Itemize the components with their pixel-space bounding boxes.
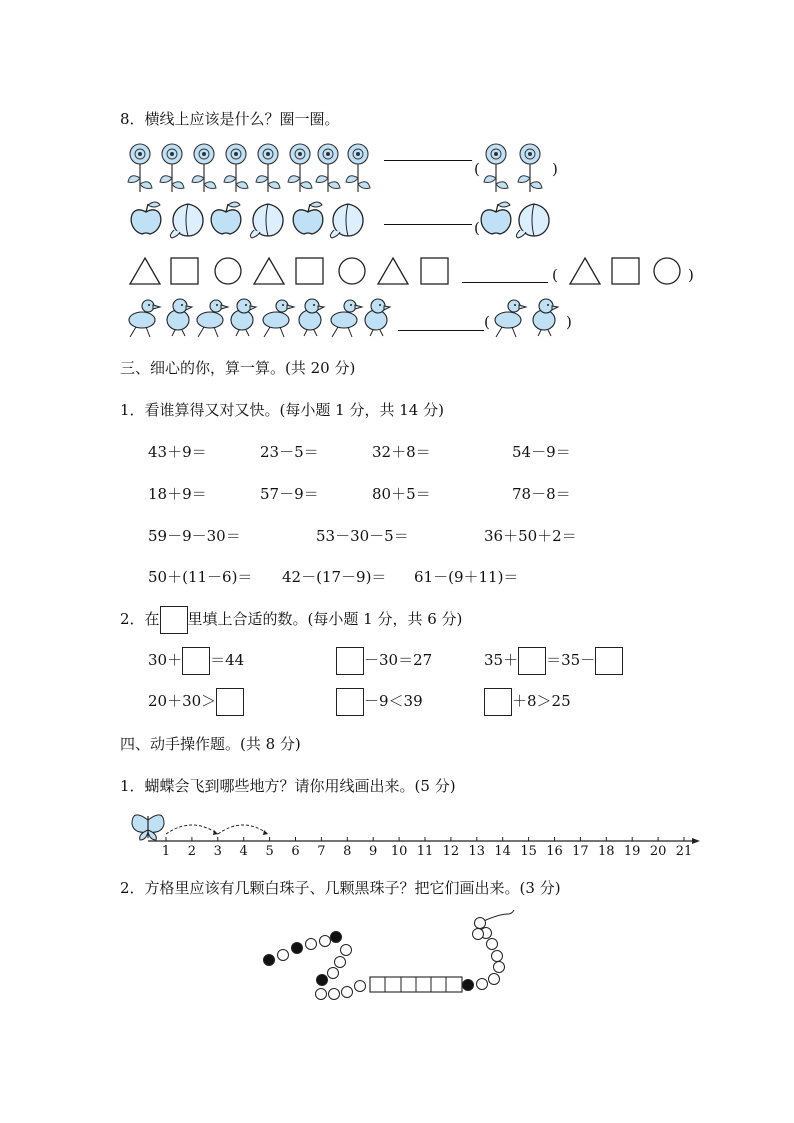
bird-row [0,296,794,346]
fill-box[interactable] [216,688,244,716]
calc-item: 57－9＝ [260,485,319,503]
paren-close-3: ) [688,266,694,284]
tick-label: 8 [343,844,352,859]
tick-label: 18 [598,844,615,859]
white-bead [494,962,505,973]
fill-box[interactable] [336,647,364,675]
tick-label: 20 [649,844,667,859]
tick-label: 17 [572,844,589,859]
white-bead [329,989,340,1000]
white-bead [489,974,500,985]
beads-figure [0,906,794,1026]
paren-open-1: ( [474,160,480,178]
tick-label: 14 [494,844,511,859]
white-bead [328,968,339,979]
fill-box[interactable] [484,688,512,716]
tick-label: 6 [291,844,300,859]
calc-item: 32＋8＝ [372,443,431,461]
fill-text: 30＋ [148,651,183,669]
section-3-q1-title: 1．看谁算得又对又快。(每小题 1 分，共 14 分) [120,401,444,419]
tick-label: 1 [161,844,171,859]
white-bead [306,939,317,950]
tick-label: 5 [265,844,274,859]
butterfly-icon [132,815,164,840]
calc-item: 53－30－5＝ [316,527,409,545]
fill-box[interactable] [518,647,546,675]
black-bead [463,980,474,991]
white-bead [355,981,366,992]
fill-text: ＋8＞25 [512,692,571,710]
calc-item: 42－(17－9)＝ [282,568,387,586]
white-bead [335,957,346,968]
fill-box[interactable] [595,647,623,675]
black-bead [317,975,328,986]
fill-item-1 [148,645,244,675]
calc-item: 50＋(11－6)＝ [148,568,253,586]
flower-row [0,140,794,200]
question-8-title: 8．横线上应该是什么？圈一圈。 [120,110,340,128]
fill-item-2 [336,645,432,675]
fill-item-5 [336,686,423,716]
white-bead [492,951,503,962]
fill-box[interactable] [336,688,364,716]
tick-label: 11 [416,844,434,859]
black-bead [331,932,342,943]
fill-item-4 [148,686,244,716]
white-bead [477,979,488,990]
tick-label: 15 [520,844,537,859]
tick-label: 4 [239,844,248,859]
tick-label: 2 [187,844,197,859]
fill-text: －30＝27 [364,651,433,669]
answer-blank-3[interactable] [462,282,548,283]
tick-label: 19 [623,844,641,859]
white-bead [320,936,331,947]
tick-label: 16 [546,844,563,859]
answer-blank-2[interactable] [384,224,472,225]
section-4-title: 四、动手操作题。(共 8 分) [120,735,301,753]
calc-item: 23－5＝ [260,443,319,461]
tick-label: 10 [390,844,408,859]
white-bead [473,929,484,940]
black-bead [292,943,303,954]
q2-title-end: 里填上合适的数。(每小题 1 分，共 6 分) [187,610,463,628]
calc-item: 80＋5＝ [372,485,431,503]
fill-text: 20＋30＞ [148,692,217,710]
fill-text: －9＜39 [364,692,423,710]
calc-item: 61－(9＋11)＝ [414,568,519,586]
section-4-q1-title: 1．蝴蝶会飞到哪些地方？请你用线画出来。(5 分) [120,777,456,795]
calc-item: 36＋50＋2＝ [484,527,577,545]
answer-blank-1[interactable] [384,160,472,161]
paren-close-1: ) [552,160,558,178]
number-line [0,808,794,868]
fill-text: ＝44 [210,651,245,669]
calc-item: 78－8＝ [512,485,571,503]
calc-item: 43＋9＝ [148,443,207,461]
white-bead [278,950,289,961]
paren-open-3: ( [552,266,558,284]
fruit-row [0,200,794,250]
paren-open-4: ( [484,313,490,331]
fill-item-3 [484,645,623,675]
tick-label: 7 [317,844,326,859]
tick-label: 21 [675,844,693,859]
answer-blank-4[interactable] [398,330,484,331]
section-3-title: 三、细心的你，算一算。(共 20 分) [120,359,356,377]
white-bead [316,989,327,1000]
example-box [160,606,188,634]
paren-close-4: ) [566,313,572,331]
white-bead [341,945,352,956]
shape-row [0,256,794,296]
calc-item: 18＋9＝ [148,485,207,503]
tick-label: 9 [369,844,378,859]
q2-title-start: 2．在 [120,610,160,628]
section-3-q2-title [120,604,462,634]
section-4-q2-title: 2．方格里应该有几颗白珠子、几颗黑珠子？把它们画出来。(3 分) [120,879,561,897]
fill-box[interactable] [182,647,210,675]
white-bead [342,987,353,998]
white-bead [487,939,498,950]
tick-label: 12 [442,844,460,859]
fill-text: ＝35－ [546,651,596,669]
fill-item-6 [484,686,571,716]
white-bead [475,918,486,929]
fill-text: 35＋ [484,651,519,669]
calc-item: 54－9＝ [512,443,571,461]
calc-item: 59－9－30＝ [148,527,241,545]
black-bead [264,955,275,966]
paren-open-2: ( [474,219,480,237]
tick-label: 3 [213,844,222,859]
tick-label: 13 [468,844,486,859]
